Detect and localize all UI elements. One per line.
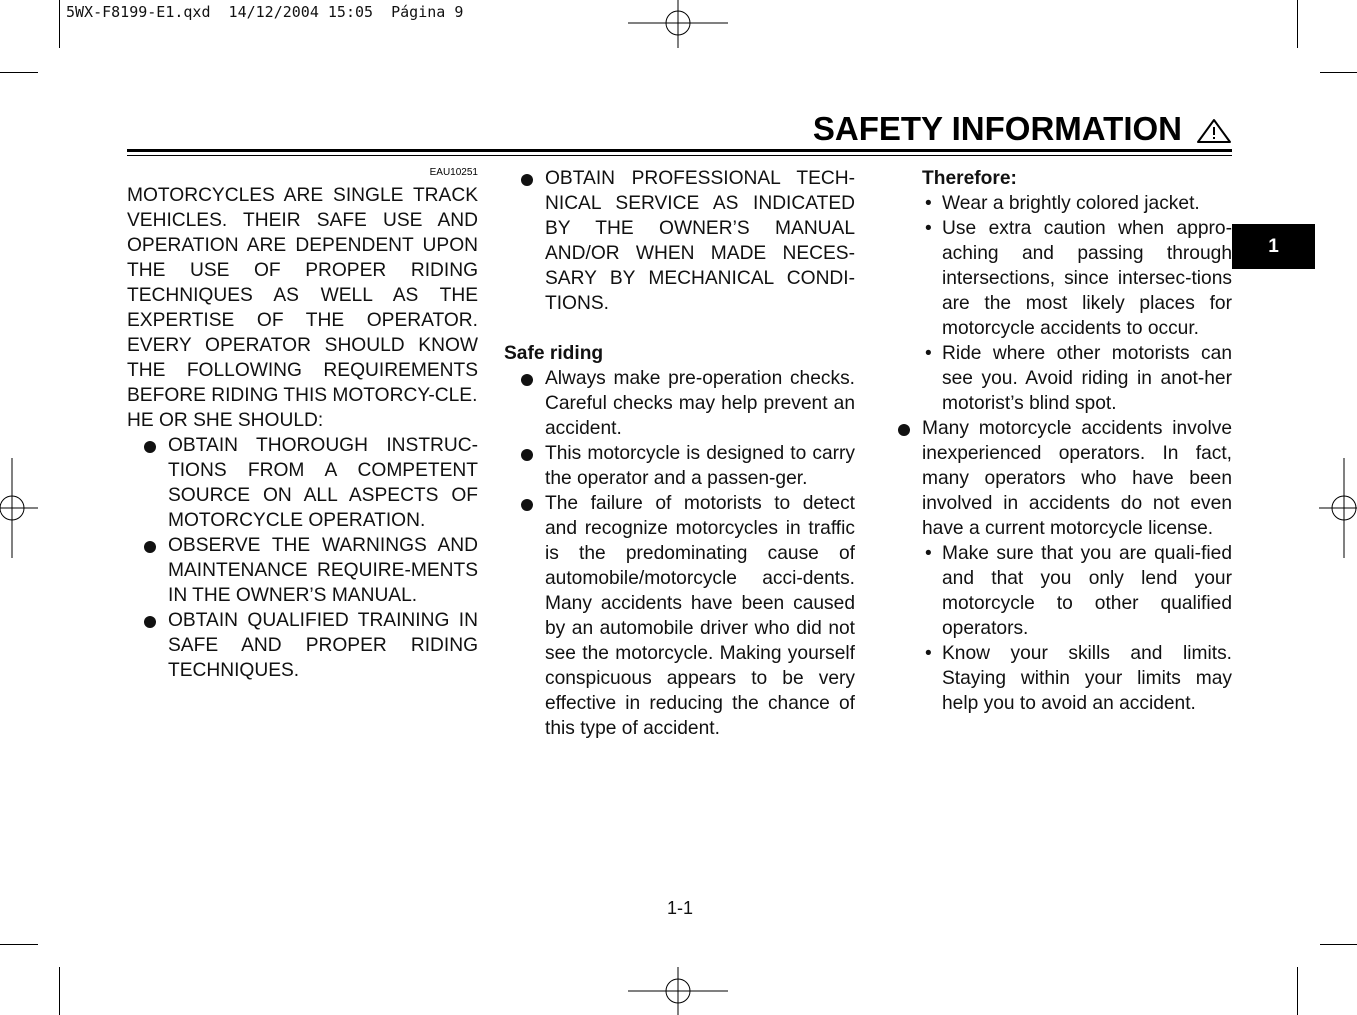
crop-mark xyxy=(59,0,60,48)
page-number: 1-1 xyxy=(666,898,693,918)
list-item: OBTAIN THOROUGH INSTRUC-TIONS FROM A COMPETENT SOURCE ON ALL ASPECTS OF MOTORCYCLE OPERATION. xyxy=(127,433,478,533)
lead-text: HE OR SHE SHOULD: xyxy=(127,410,324,431)
crop-mark xyxy=(1320,944,1357,945)
registration-mark-icon xyxy=(0,458,38,558)
intro-paragraph: MOTORCYCLES ARE SINGLE TRACK VEHICLES. THEIR SAFE USE AND OPERATION ARE DEPENDENT UPON THE USE OF PROPER RIDING TECHNIQUES AS WELL AS THE EXPERTISE OF THE OPERATOR. EVERY OPERATOR SHOULD KNOW THE FOLLOWING REQUIREMENTS BEFORE RIDING THIS MOTORCY-CLE. xyxy=(127,185,478,406)
bullet-icon xyxy=(521,174,533,186)
chapter-tab: 1 xyxy=(1232,224,1315,269)
list-item: This motorcycle is designed to carry the operator and a passen-ger. xyxy=(504,441,855,491)
sub-list-item: • Make sure that you are quali-fied and that you only lend your motorcycle to other qualified operators. xyxy=(925,543,1232,639)
page-title: SAFETY INFORMATION xyxy=(812,110,1182,147)
column-1 xyxy=(127,183,478,683)
bullet-icon xyxy=(144,616,156,628)
crop-mark xyxy=(1320,72,1357,73)
bullet-icon xyxy=(144,441,156,453)
bullet-icon: • xyxy=(925,543,932,564)
list-item: Always make pre-operation checks. Careful checks may help prevent an accident. xyxy=(504,366,855,441)
document-code: EAU10251 xyxy=(429,167,478,178)
column-3 xyxy=(898,166,1232,716)
bullet-icon xyxy=(521,449,533,461)
bullet-icon: • xyxy=(925,218,932,239)
sub-list-item: • Ride where other motorists can see you. Avoid riding in anot-her motorist’s blind spot. xyxy=(925,343,1232,414)
bullet-icon xyxy=(521,499,533,511)
crop-mark xyxy=(1297,967,1298,1015)
sub-list-item: • Know your skills and limits. Staying within your limits may help you to avoid an accident. xyxy=(925,643,1232,714)
header-rule xyxy=(127,149,1232,152)
crop-mark xyxy=(1297,0,1298,48)
header-rule xyxy=(127,155,1232,156)
file-slug: 5WX-F8199-E1.qxd 14/12/2004 15:05 Página 9 xyxy=(66,3,464,21)
crop-mark xyxy=(59,967,60,1015)
list-item: OBSERVE THE WARNINGS AND MAINTENANCE REQUIRE-MENTS IN THE OWNER’S MANUAL. xyxy=(127,533,478,608)
list-item: The failure of motorists to detect and recognize motorcycles in traffic is the predominating cause of automobile/motorcycle acci-dents. Many accidents have been caused by an automobile driver who did not see the motorcycle. Making yourself conspicuous appears to be very effective in reducing the chance of this type of accident. xyxy=(504,491,855,741)
section-heading: Therefore: xyxy=(922,168,1017,189)
crop-mark xyxy=(0,944,38,945)
sub-list-item: • Use extra caution when appro-aching and passing through intersections, since intersec-tions are the most likely places for motorcycle accidents to occur. xyxy=(925,218,1232,339)
bullet-icon xyxy=(898,424,910,436)
list-item: OBTAIN PROFESSIONAL TECH-NICAL SERVICE AS INDICATED BY THE OWNER’S MANUAL AND/OR WHEN MADE NECES-SARY BY MECHANICAL CONDI-TIONS. xyxy=(504,166,855,316)
list-item: Many motorcycle accidents involve inexperienced operators. In fact, many operators who have been involved in accidents do not even have a current motorcycle license. xyxy=(898,416,1232,541)
registration-mark-icon xyxy=(1319,458,1357,558)
sub-list-item: • Wear a brightly colored jacket. xyxy=(925,193,1200,214)
section-heading: Safe riding xyxy=(504,343,604,364)
bullet-icon: • xyxy=(925,343,932,364)
list-item: OBTAIN QUALIFIED TRAINING IN SAFE AND PROPER RIDING TECHNIQUES. xyxy=(127,608,478,683)
bullet-icon xyxy=(521,374,533,386)
column-2 xyxy=(504,166,855,741)
registration-mark-icon xyxy=(628,967,728,1015)
bullet-icon: • xyxy=(925,193,932,214)
registration-mark-icon xyxy=(628,0,728,48)
crop-mark xyxy=(0,72,38,73)
warning-triangle-icon xyxy=(1196,118,1232,144)
bullet-icon: • xyxy=(925,643,932,664)
bullet-icon xyxy=(144,541,156,553)
